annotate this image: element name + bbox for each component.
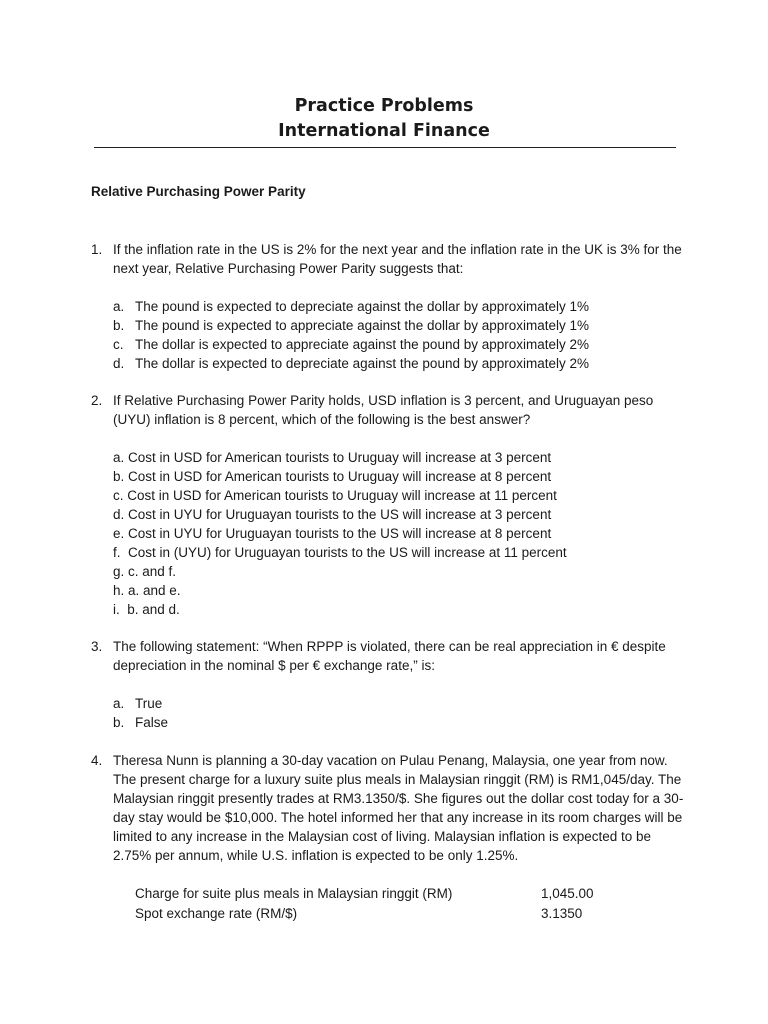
option-text: False	[135, 715, 169, 730]
question-text: If Relative Purchasing Power Parity holds, USD inflation is 3 percent, and Uruguayan peso (UYU) inflation is 8 percent, which of the following is the best answer?	[113, 393, 654, 427]
row-value: 1,045.00	[541, 886, 594, 901]
row-value: 3.1350	[541, 906, 583, 921]
option-item	[113, 316, 693, 335]
option-item	[113, 713, 693, 732]
option-text: c. Cost in USD for American tourists to Uruguay will increase at 11 percent	[113, 488, 557, 503]
option-letter: d.	[113, 356, 125, 371]
option-text: a. Cost in USD for American tourists to Uruguay will increase at 3 percent	[113, 450, 552, 465]
option-item	[113, 486, 693, 505]
question-number: 2.	[91, 393, 103, 408]
option-text: The pound is expected to depreciate against the dollar by approximately 1%	[135, 299, 590, 314]
option-item	[113, 467, 693, 486]
option-letter: a.	[113, 696, 125, 711]
option-item	[113, 694, 693, 713]
question-2-options	[113, 448, 693, 619]
question-number: 4.	[91, 753, 103, 768]
option-text: g. c. and f.	[113, 564, 177, 579]
option-item	[113, 335, 693, 354]
option-letter: a.	[113, 299, 125, 314]
question-1-options	[113, 297, 693, 373]
option-letter: b.	[113, 715, 125, 730]
row-label: Spot exchange rate (RM/$)	[135, 906, 298, 921]
table-row	[135, 904, 655, 924]
option-text: True	[135, 696, 163, 711]
option-item	[113, 543, 693, 562]
section-heading: Relative Purchasing Power Parity	[91, 184, 306, 199]
option-letter: c.	[113, 337, 124, 352]
data-table	[135, 884, 655, 924]
title-divider	[94, 147, 676, 148]
option-text: e. Cost in UYU for Uruguayan tourists to the US will increase at 8 percent	[113, 526, 552, 541]
table-row	[135, 884, 655, 904]
document-title: Practice Problems	[294, 96, 474, 116]
question-text: The following statement: “When RPPP is violated, there can be real appreciation in € despite depreciation in the nominal $ per € exchange rate,” is:	[113, 639, 666, 673]
option-item	[113, 562, 693, 581]
row-label: Charge for suite plus meals in Malaysian ringgit (RM)	[135, 886, 453, 901]
option-text: b. Cost in USD for American tourists to Uruguay will increase at 8 percent	[113, 469, 552, 484]
option-item	[113, 505, 693, 524]
option-text: f. Cost in (UYU) for Uruguayan tourists to the US will increase at 11 percent	[113, 545, 567, 560]
question-3-options	[113, 694, 693, 732]
question-number: 3.	[91, 639, 103, 654]
question-text: If the inflation rate in the US is 2% for the next year and the inflation rate in the UK is 3% for the next year, Relative Purchasing Power Parity suggests that:	[113, 242, 682, 276]
option-item	[113, 354, 693, 373]
option-text: The dollar is expected to appreciate against the pound by approximately 2%	[135, 337, 590, 352]
option-item	[113, 448, 693, 467]
option-text: i. b. and d.	[113, 602, 180, 617]
question-number: 1.	[91, 242, 103, 257]
question-text: Theresa Nunn is planning a 30-day vacation on Pulau Penang, Malaysia, one year from now. The present charge for a luxury suite plus meals in Malaysian ringgit (RM) is RM1,045/day. The Malaysian ringgit presently trades at RM3.1350/$. She figures out the dollar cost today for a 30-day stay would be $10,000. The hotel informed her that any increase in its room charges will be limited to any increase in the Malaysian cost of living. Malaysian inflation is expected to be 2.75% per annum, while U.S. inflation is expected to be only 1.25%.	[113, 753, 684, 863]
option-letter: b.	[113, 318, 125, 333]
option-text: The dollar is expected to depreciate against the pound by approximately 2%	[135, 356, 590, 371]
option-text: d. Cost in UYU for Uruguayan tourists to the US will increase at 3 percent	[113, 507, 552, 522]
option-text: The pound is expected to appreciate against the dollar by approximately 1%	[135, 318, 590, 333]
option-text: h. a. and e.	[113, 583, 181, 598]
option-item	[113, 297, 693, 316]
option-item	[113, 581, 693, 600]
document-subtitle: International Finance	[278, 121, 490, 141]
option-item	[113, 600, 693, 619]
option-item	[113, 524, 693, 543]
